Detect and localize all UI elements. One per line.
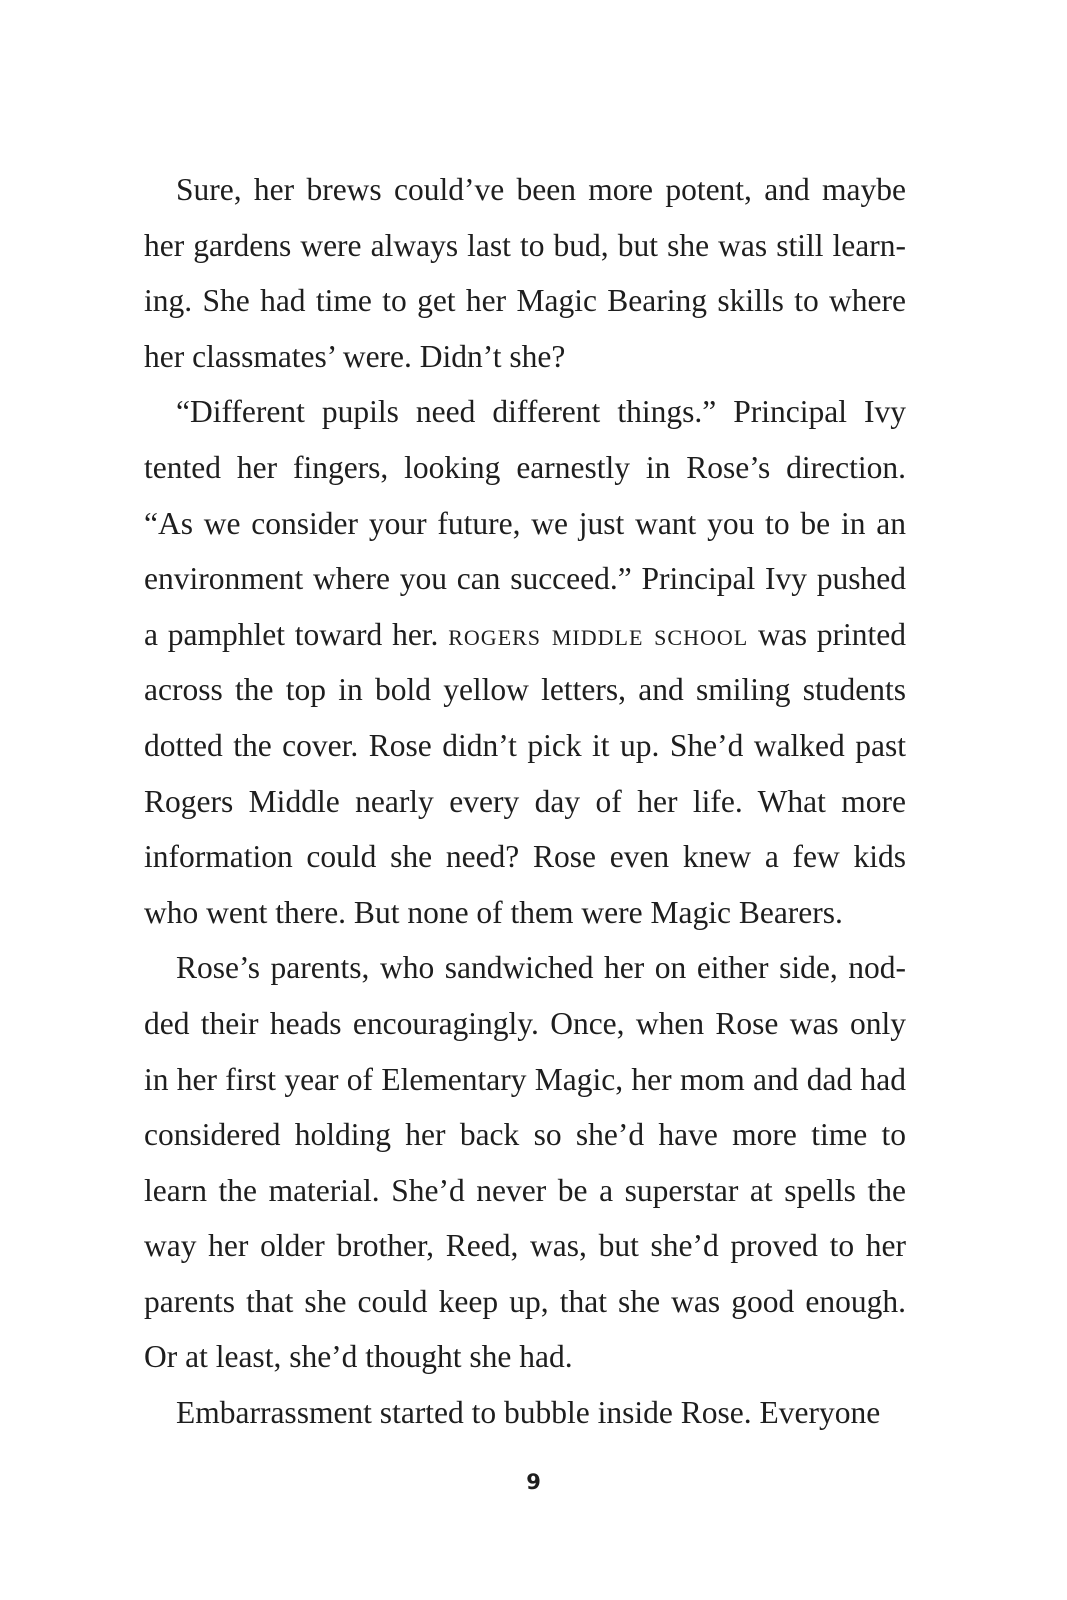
body-text [144, 162, 906, 1441]
paragraph-2-continued: was printed across the top in bold yellow letters, and smiling students dotted the cover. Rose didn’t pick it up. She’d walked past Rogers Middle nearly every day of her life. What more information could she need? Rose even knew a few kids who went there. But none of them were Magic Bearers. [144, 616, 907, 930]
paragraph-3: Rose’s parents, who sandwiched her on either side, nodded their heads encouragingly. Once, when Rose was only in her first year of Elementary Magic, her mom and dad had considered holding her back so she’d have more time to learn the material. She’d never be a superstar at spells the way her older brother, Reed, was, but she’d proved to her parents that she could keep up, that she was good enough. Or at least, she’d thought she had. [144, 950, 906, 1375]
paragraph-4: Embarrassment started to bubble inside Rose. Everyone [176, 1395, 881, 1431]
paragraph-2-text: “Different pupils need different things.” Principal Ivy tented her fingers, looking earnestly in Rose’s direction. “As we consider your future, we just want you to be in an environment where you can succeed.” Principal Ivy pushed a pamphlet toward her. [144, 394, 906, 652]
school-name-smallcaps: rogers middle school [448, 616, 749, 652]
page-number: 9 [526, 1470, 541, 1494]
paragraph-1: Sure, her brews could’ve been more potent, and maybe her gardens were always last to bud, but she was still learning. She had time to get her Magic Bearing skills to where her classmates’ were. Didn’t she? [144, 172, 906, 374]
paragraph-2 [144, 384, 906, 940]
